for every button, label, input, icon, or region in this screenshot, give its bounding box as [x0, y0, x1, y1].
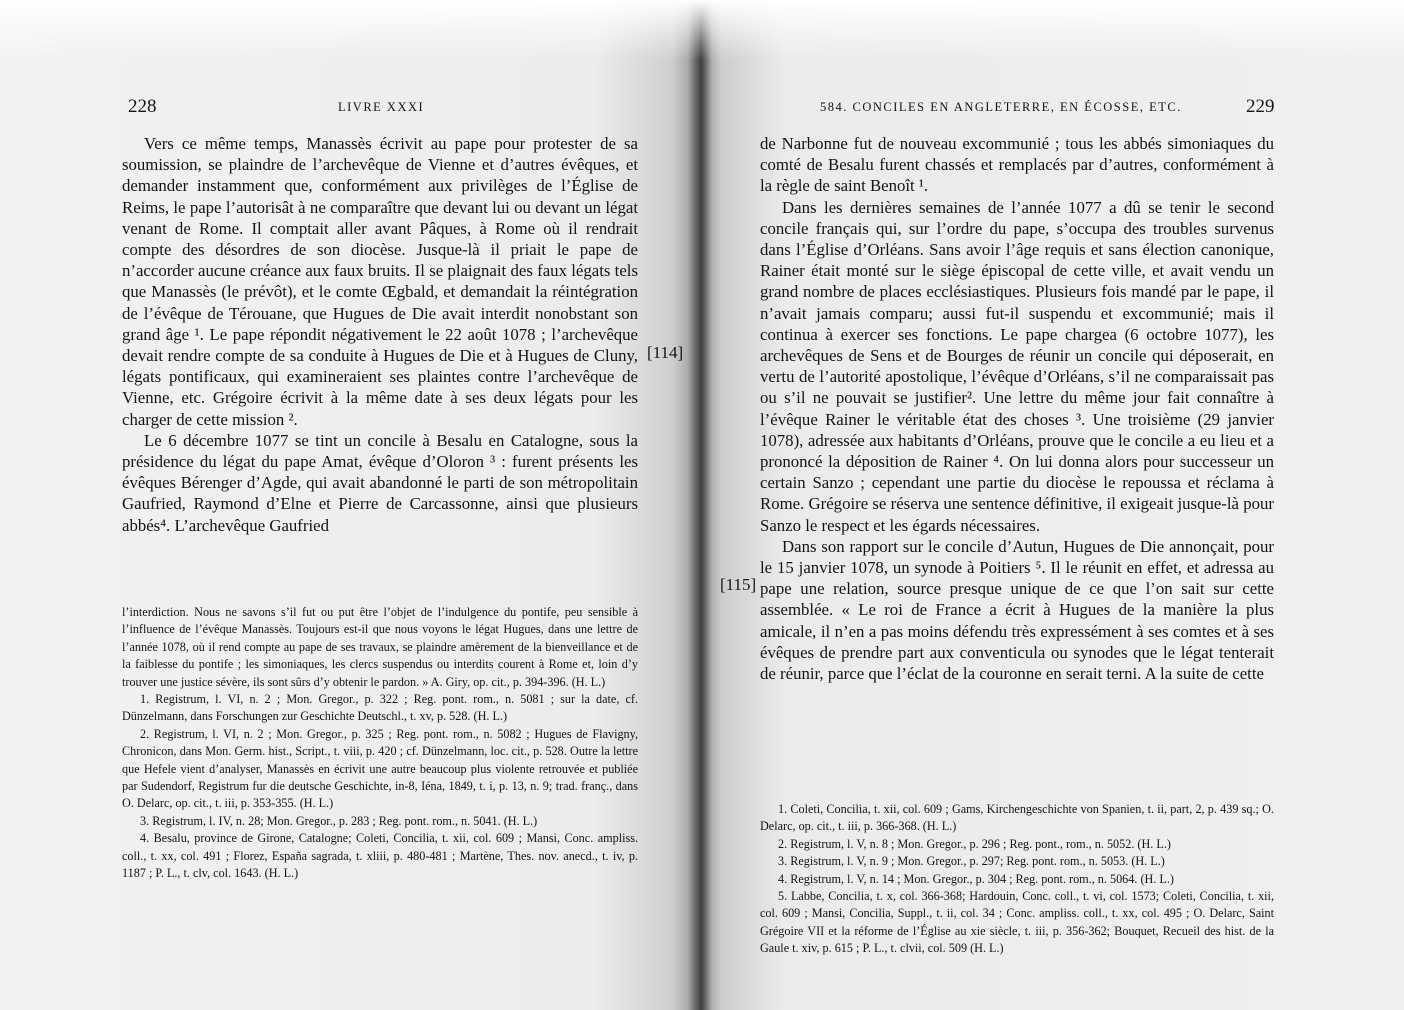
footnote-continuation: l’interdiction. Nous ne savons s’il fut ou put être l’objet de l’indulgence du pontife, peu sensible à l’influence de l’évêque Manassès. Toujours est-il que nous voyons le légat Hugues, dans une lettre de l’année 1078, où il rend compte au pape de ses travaux, se plaindre amèrement de la bienveillance et de la faiblesse du pontife ; les simoniaques, les clercs suspendus ou interdits courent à Rome et, loin d’y trouver une justice sévère, ils sont sûrs d’y obtenir le pardon. » A. Giry, op. cit., p. 394-396. (H. L.): [122, 605, 638, 689]
paragraph: Vers ce même temps, Manassès écrivit au pape pour protester de sa soumission, se plaindre de l’archevêque de Vienne et d’autres évêques, et demander instamment que, conformément aux privilèges de l’Église de Reims, le pape l’autorisât à ne comparaître que devant lui ou devant un légat venant de Rome. Il comptait aller avant Pâques, à Rome où il rendrait compte des désordres de son diocèse. Jusque-là il priait le pape de n’accorder aucune créance aux faux bruits. Il se plaignait des faux légats tels que Manassès (le prévôt), et le comte Œgbald, et demandait la réintégration de l’évêque de Térouane, que Hugues de Die avait interdit nonobstant son grand âge ¹. Le pape répondit négativement le 22 août 1078 ; l’archevêque devait rendre compte de sa conduite à Hugues de Die et à Hugues de Cluny, légats pontificaux, qui examineraient ses plaintes contre l’archevêque de Vienne, etc. Grégoire écrivit à la même date à ses deux légats pour les charger de cette mission ².: [122, 134, 638, 429]
paragraph: de Narbonne fut de nouveau excommunié ; tous les abbés simoniaques du comté de Besalu furent chassés et remplacés par d’autres, conformément à la règle de saint Benoît ¹.: [760, 134, 1274, 196]
left-body-text: [122, 133, 638, 536]
book-gutter: [688, 0, 712, 1010]
paragraph: Dans son rapport sur le concile d’Autun, Hugues de Die annonçait, pour le 15 janvier 1078, un synode à Poitiers ⁵. Il le réunit en effet, et adressa au pape une relation, source presque unique de ce que l’on sait sur cette assemblée. « Le roi de France a écrit à Hugues de la manière la plus amicale, il n’en a pas moins défendu très expressément à ses comtes et à ses évêques de prendre part aux conventicula ou synodes que le légat tenterait de réunir, parce que l’éclat de la couronne en serait terni. A la suite de cette: [760, 536, 1274, 684]
left-header: [120, 96, 640, 118]
page-number: 229: [1246, 96, 1275, 117]
footnote: 3. Registrum, l. IV, n. 28; Mon. Gregor., p. 283 ; Reg. pont. rom., n. 5041. (H. L.): [140, 813, 538, 828]
paragraph: Dans les dernières semaines de l’année 1077 a dû se tenir le second concile français qui, sur l’ordre du pape, s’occupa des troubles survenus dans l’Église d’Orléans. Sans avoir l’âge requis et sans élection canonique, Rainer était monté sur le siège épiscopal de cette ville, et avait vendu un grand nombre de places ecclésiastiques. Plusieurs fois mandé par le pape, il n’avait jamais comparu; aussi fut-il suspendu et excommunié; mais il continua à exercer ses fonctions. Le pape chargea (6 octobre 1077), les archevêques de Sens et de Bourges de réunir un concile qui déposerait, en vertu de l’autorité apostolique, l’évêque d’Orléans, s’il ne comparaissait pas ou s’il ne pouvait se justifier². Une lettre du même jour fait connaître à l’évêque Rainer le véritable état des choses ³. Une troisième (29 janvier 1078), adressée aux habitants d’Orléans, prouve que le concile a eu lieu et a prononcé la déposition de Rainer ⁴. On lui donna alors pour successeur un certain Sanzo ; cependant une partie du diocèse le repoussa et réclama à Rome. Grégoire se réserva une sentence définitive, il exigeait jusque-là pour Sanzo le respect et les égards nécessaires.: [760, 197, 1274, 535]
right-page: [700, 0, 1404, 1010]
margin-marker: [114]: [647, 343, 684, 362]
footnote: 1. Coleti, Concilia, t. xii, col. 609 ; Gams, Kirchengeschichte von Spanien, t. ii, part, 2, p. 439 sq.; O. Delarc, op. cit., t. iii, p. 366-368. (H. L.): [760, 802, 1274, 834]
margin-marker: [115]: [720, 575, 757, 594]
paragraph: Le 6 décembre 1077 se tint un concile à Besalu en Catalogne, sous la présidence du légat du pape Amat, évêque d’Oloron ³ : furent présents les évêques Bérenger d’Agde, qui avait abandonné le parti de son métropolitain Gaufried, Raymond d’Elne et Pierre de Carcassonne, ainsi que plusieurs abbés⁴. L’archevêque Gaufried: [122, 430, 638, 535]
running-head: LIVRE XXXI: [338, 100, 425, 114]
footnote: 2. Registrum, l. VI, n. 2 ; Mon. Gregor., p. 325 ; Reg. pont. rom., n. 5082 ; Hugues de Flavigny, Chronicon, dans Mon. Germ. hist., Script., t. viii, p. 420 ; cf. Dünzelmann, loc. cit., p. 528. Outre la lettre que Hefele vient d’analyser, Manassès en écrivit une autre beaucoup plus violente retrouvée et publiée par Sudendorf, Registrum fur die deutsche Geschichte, in-8, Iéna, 1849, t. i, p. 13, n. 9; trad. franç., dans O. Delarc, op. cit., t. iii, p. 353-355. (H. L.): [122, 726, 638, 811]
footnote: 2. Registrum, l. V, n. 8 ; Mon. Gregor., p. 296 ; Reg. pont., rom., n. 5052. (H. L.): [778, 836, 1171, 851]
footnote: 1. Registrum, l. VI, n. 2 ; Mon. Gregor., p. 322 ; Reg. pont. rom., n. 5081 ; sur la date, cf. Dünzelmann, dans Forschungen zur Geschichte Deutschl., t. xv, p. 528. (H. L.): [122, 692, 638, 724]
right-body-text: [760, 133, 1274, 684]
footnote: 4. Besalu, province de Girone, Catalogne; Coleti, Concilia, t. xii, col. 609 ; Mansi, Conc. ampliss. coll., t. xx, col. 491 ; Florez, España sagrada, t. xliii, p. 480-481 ; Martène, Thes. nov. anecd., t. iv, p. 1187 ; P. L., t. clv, col. 1643. (H. L.): [122, 831, 638, 881]
footnote: 5. Labbe, Concilia, t. x, col. 366-368; Hardouin, Conc. coll., t. vi, col. 1573; Coleti, Concilia, t. xii, col. 609 ; Mansi, Concilia, Suppl., t. ii, col. 34 ; Conc. ampliss. coll., t. xx, col. 495 ; O. Delarc, Saint Grégoire VII et la réforme de l’Église au xie siècle, t. iii, p. 356-362; Bouquet, Recueil des hist. de la Gaule t. xiv, p. 615 ; P. L., t. clvii, col. 509 (H. L.): [760, 889, 1274, 956]
top-edge: [0, 0, 1404, 60]
page-number: 228: [128, 96, 157, 117]
footnote: 4. Registrum, l. V, n. 14 ; Mon. Gregor., p. 304 ; Reg. pont. rom., n. 5064. (H. L.): [778, 871, 1174, 886]
footnote: 3. Registrum, l. V, n. 9 ; Mon. Gregor., p. 297; Reg. pont. rom., n. 5053. (H. L.): [778, 854, 1165, 869]
left-footnotes: [122, 604, 638, 883]
right-footnotes: [760, 801, 1274, 958]
right-header: [760, 96, 1280, 118]
running-head: 584. CONCILES EN ANGLETERRE, EN ÉCOSSE, ETC.: [820, 100, 1182, 114]
left-page: [0, 0, 700, 1010]
